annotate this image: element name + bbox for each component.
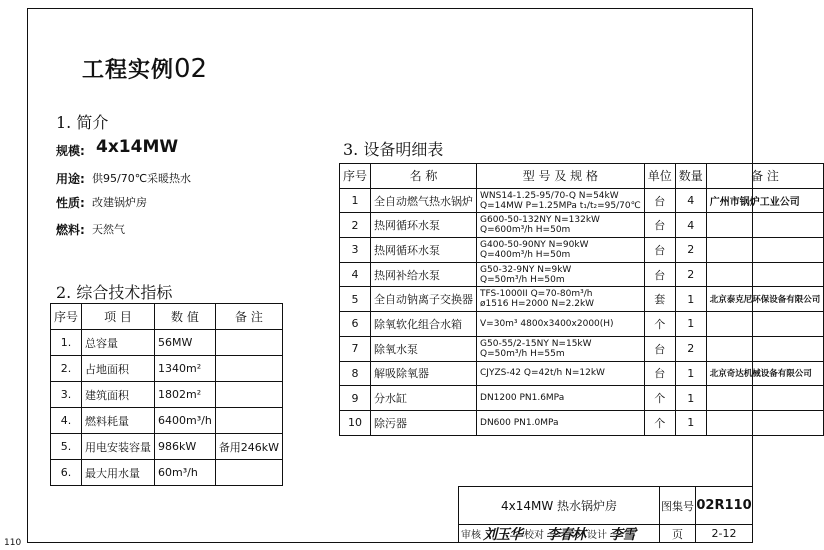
table-row xyxy=(340,188,824,213)
table-cell: 1 xyxy=(675,410,706,435)
intro-value-nature: 改建锅炉房 xyxy=(92,196,147,209)
table-cell: 热网循环水泵 xyxy=(371,213,477,238)
signature-row xyxy=(458,524,660,543)
equipment-table xyxy=(339,163,824,436)
column-header: 备 注 xyxy=(215,304,282,330)
table-cell: 8 xyxy=(340,361,371,386)
table-cell: 986kW xyxy=(155,434,216,460)
table-cell xyxy=(477,410,645,435)
spec-line: WNS14-1.25-95/70-Q N=54kW xyxy=(480,190,619,201)
table-cell: 1. xyxy=(51,330,82,356)
table-cell: 4. xyxy=(51,408,82,434)
indicators-table xyxy=(50,303,283,486)
page-number: 110 xyxy=(4,538,22,548)
table-cell: 总容量 xyxy=(82,330,155,356)
drawing-title: 4x14MW 热水锅炉房 xyxy=(458,486,660,525)
page-label: 页 xyxy=(659,524,696,543)
intro-value-fuel: 天然气 xyxy=(92,223,125,236)
table-cell xyxy=(477,262,645,287)
equipment-header-row xyxy=(340,164,824,189)
table-cell: 台 xyxy=(644,336,675,361)
table-cell xyxy=(215,408,282,434)
table-cell xyxy=(706,410,824,435)
table-cell: 个 xyxy=(644,386,675,411)
table-cell: 3. xyxy=(51,382,82,408)
title-prefix: 工程实例 xyxy=(82,58,175,83)
table-cell: 4 xyxy=(340,262,371,287)
table-row xyxy=(340,287,824,312)
table-cell xyxy=(706,213,824,238)
table-row xyxy=(51,434,283,460)
table-row xyxy=(51,356,283,382)
table-cell: 1 xyxy=(675,386,706,411)
spec-line: G50-55/2-15NY N=15kW xyxy=(480,338,592,349)
table-cell: 分水缸 xyxy=(371,386,477,411)
table-row xyxy=(340,361,824,386)
table-cell: 除氧软化组合水箱 xyxy=(371,312,477,337)
table-cell: 60m³/h xyxy=(155,460,216,486)
table-cell xyxy=(215,382,282,408)
table-cell: 除氧水泵 xyxy=(371,336,477,361)
spec-line: V=30m³ 4800x3400x2000(H) xyxy=(480,318,614,329)
spec-line: DN1200 PN1.6MPa xyxy=(480,393,565,404)
table-cell xyxy=(477,213,645,238)
table-cell xyxy=(215,356,282,382)
table-cell: 1 xyxy=(340,188,371,213)
table-row xyxy=(340,336,824,361)
spec-line: DN600 PN1.0MPa xyxy=(480,417,559,428)
spec-line: G600-50-132NY N=132kW xyxy=(480,215,600,226)
page-number-cell: 2-12 xyxy=(695,524,753,543)
column-header: 序号 xyxy=(340,164,371,189)
table-cell: 最大用水量 xyxy=(82,460,155,486)
intro-label-fuel: 燃料: xyxy=(56,223,85,237)
table-cell: 1 xyxy=(675,361,706,386)
equipment-heading: 3. 设备明细表 xyxy=(343,140,444,159)
spec-line: Q=50m³/h H=55m xyxy=(480,348,565,359)
table-cell: 2 xyxy=(675,336,706,361)
spec-line: Q=400m³/h H=50m xyxy=(480,249,571,260)
table-cell xyxy=(477,336,645,361)
table-cell: 5. xyxy=(51,434,82,460)
table-cell: 6. xyxy=(51,460,82,486)
table-row xyxy=(340,262,824,287)
table-cell: 2 xyxy=(340,213,371,238)
atlas-number: 02R110 xyxy=(695,486,753,525)
spec-line: ø1516 H=2000 N=2.2kW xyxy=(480,299,595,310)
spec-line: Q=50m³/h H=50m xyxy=(480,274,565,285)
table-cell: 个 xyxy=(644,410,675,435)
table-cell: 北京泰克尼环保设备有限公司 xyxy=(706,287,824,312)
table-cell: 4 xyxy=(675,188,706,213)
intro-label-usage: 用途: xyxy=(56,172,85,186)
column-header: 序号 xyxy=(51,304,82,330)
table-cell xyxy=(477,188,645,213)
table-row xyxy=(340,312,824,337)
table-cell: 热网循环水泵 xyxy=(371,238,477,263)
table-row xyxy=(340,238,824,263)
table-cell xyxy=(706,336,824,361)
spec-line: TFS-1000II Q=70-80m³/h xyxy=(480,289,593,300)
column-header: 备 注 xyxy=(706,164,824,189)
table-cell xyxy=(706,312,824,337)
table-row xyxy=(51,382,283,408)
intro-label-scale: 规模: xyxy=(56,144,85,158)
table-cell: 7 xyxy=(340,336,371,361)
table-cell: 个 xyxy=(644,312,675,337)
table-cell: 套 xyxy=(644,287,675,312)
table-row xyxy=(340,410,824,435)
table-cell: 6400m³/h xyxy=(155,408,216,434)
table-cell: 解吸除氧器 xyxy=(371,361,477,386)
table-cell xyxy=(215,460,282,486)
check-signature: 李春林 xyxy=(546,526,585,543)
design-label: 设计 xyxy=(587,530,607,541)
table-cell: 10 xyxy=(340,410,371,435)
table-cell: 建筑面积 xyxy=(82,382,155,408)
table-cell: 2. xyxy=(51,356,82,382)
table-cell: 6 xyxy=(340,312,371,337)
table-row xyxy=(51,408,283,434)
design-signature: 李雪 xyxy=(609,526,635,543)
spec-line: G400-50-90NY N=90kW xyxy=(480,239,589,250)
table-cell: 1340m² xyxy=(155,356,216,382)
column-header: 型 号 及 规 格 xyxy=(477,164,645,189)
table-cell: 台 xyxy=(644,188,675,213)
intro-heading: 1. 简介 xyxy=(56,113,109,132)
table-cell: 广州市锅炉工业公司 xyxy=(706,188,824,213)
spec-line: CJYZS-42 Q=42t/h N=12kW xyxy=(480,368,605,379)
table-cell: 1 xyxy=(675,312,706,337)
table-cell: 9 xyxy=(340,386,371,411)
spec-line: G50-32-9NY N=9kW xyxy=(480,264,572,275)
table-cell xyxy=(477,287,645,312)
table-cell: 2 xyxy=(675,262,706,287)
table-cell: 全自动燃气热水锅炉 xyxy=(371,188,477,213)
table-row xyxy=(340,213,824,238)
intro-label-nature: 性质: xyxy=(56,196,85,210)
table-cell: 燃料耗量 xyxy=(82,408,155,434)
check-label: 校对 xyxy=(524,530,544,541)
table-cell xyxy=(706,262,824,287)
indicators-heading: 2. 综合技术指标 xyxy=(56,283,173,302)
review-signature: 刘玉华 xyxy=(483,526,522,543)
table-cell: 3 xyxy=(340,238,371,263)
table-cell: 除污器 xyxy=(371,410,477,435)
table-cell: 热网补给水泵 xyxy=(371,262,477,287)
table-cell: 4 xyxy=(675,213,706,238)
table-cell: 1 xyxy=(675,287,706,312)
spec-line: Q=14MW P=1.25MPa t₁/t₂=95/70℃ xyxy=(480,200,641,211)
title-number: 02 xyxy=(174,54,208,84)
table-row xyxy=(51,460,283,486)
table-cell: 用电安装容量 xyxy=(82,434,155,460)
table-cell: 台 xyxy=(644,213,675,238)
title-block xyxy=(458,486,753,543)
column-header: 数量 xyxy=(675,164,706,189)
indicators-header-row xyxy=(51,304,283,330)
table-cell: 2 xyxy=(675,238,706,263)
table-row xyxy=(340,386,824,411)
table-cell: 占地面积 xyxy=(82,356,155,382)
atlas-label: 图集号 xyxy=(659,486,696,525)
table-cell: 56MW xyxy=(155,330,216,356)
table-cell xyxy=(477,312,645,337)
spec-line: Q=600m³/h H=50m xyxy=(480,225,571,236)
column-header: 名 称 xyxy=(371,164,477,189)
table-cell xyxy=(477,386,645,411)
column-header: 单位 xyxy=(644,164,675,189)
table-cell: 台 xyxy=(644,262,675,287)
table-cell xyxy=(477,238,645,263)
intro-value-usage: 供95/70℃采暖热水 xyxy=(92,172,192,185)
table-cell: 台 xyxy=(644,238,675,263)
review-label: 审核 xyxy=(461,530,481,541)
table-cell: 北京奇达机械设备有限公司 xyxy=(706,361,824,386)
table-cell xyxy=(706,238,824,263)
table-cell xyxy=(215,330,282,356)
table-cell: 5 xyxy=(340,287,371,312)
table-cell xyxy=(706,386,824,411)
table-cell: 1802m² xyxy=(155,382,216,408)
page-title xyxy=(82,53,207,84)
table-cell: 台 xyxy=(644,361,675,386)
intro-value-scale: 4x14MW xyxy=(96,137,179,157)
table-cell: 全自动钠离子交换器 xyxy=(371,287,477,312)
table-cell xyxy=(477,361,645,386)
table-cell: 备用246kW xyxy=(215,434,282,460)
table-row xyxy=(51,330,283,356)
column-header: 项 目 xyxy=(82,304,155,330)
column-header: 数 值 xyxy=(155,304,216,330)
